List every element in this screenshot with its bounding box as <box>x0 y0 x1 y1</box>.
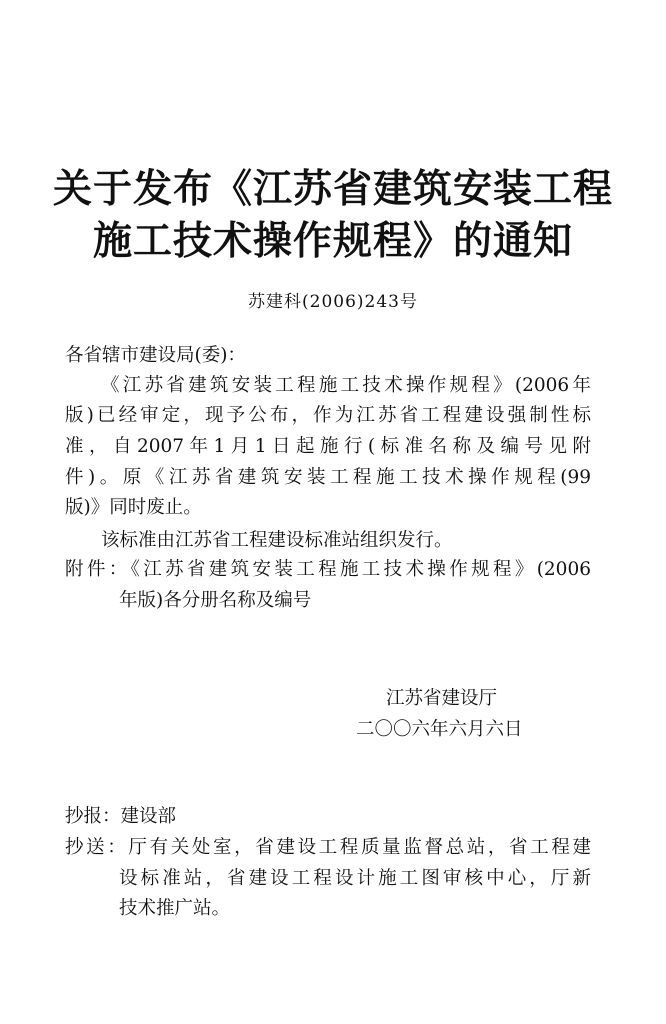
document-number: 苏建科(2006)243号 <box>248 292 418 312</box>
cc-send-line-2: 设标准站，省建设工程设计施工图审核中心，厅新 <box>119 868 591 889</box>
salutation: 各省辖市建设局(委)： <box>65 345 246 366</box>
body-paragraph-1-line-2: 版)已经审定，现予公布，作为江苏省工程建设强制性标 <box>65 405 591 426</box>
body-paragraph-1-line-1: 《江苏省建筑安装工程施工技术操作规程》(2006年 <box>101 375 591 396</box>
body-paragraph-1-line-4: 件)。原《江苏省建筑安装工程施工技术操作规程(99 <box>65 467 591 488</box>
body-paragraph-1-line-3: 准，自2007年1月1日起施行(标准名称及编号见附 <box>65 436 591 457</box>
body-paragraph-2: 该标准由江苏省工程建设标准站组织发行。 <box>101 530 453 551</box>
notice-title-line-1: 关于发布《江苏省建筑安装工程 <box>52 167 613 212</box>
notice-title-line-2: 施工技术操作规程》的通知 <box>92 219 573 264</box>
body-paragraph-1-line-5: 版)》同时废止。 <box>65 497 202 518</box>
cc-send-line-3: 技术推广站。 <box>119 898 231 919</box>
attachment-line-1: 附件：《江苏省建筑安装工程施工技术操作规程》(2006 <box>65 559 591 580</box>
issue-date: 二〇〇六年六月六日 <box>356 719 523 740</box>
issuing-organization: 江苏省建设厅 <box>386 688 498 709</box>
attachment-line-2: 年版)各分册名称及编号 <box>119 590 312 611</box>
cc-report-line: 抄报：建设部 <box>65 806 177 827</box>
cc-send-line-1: 抄送：厅有关处室，省建设工程质量监督总站，省工程建 <box>65 837 591 858</box>
